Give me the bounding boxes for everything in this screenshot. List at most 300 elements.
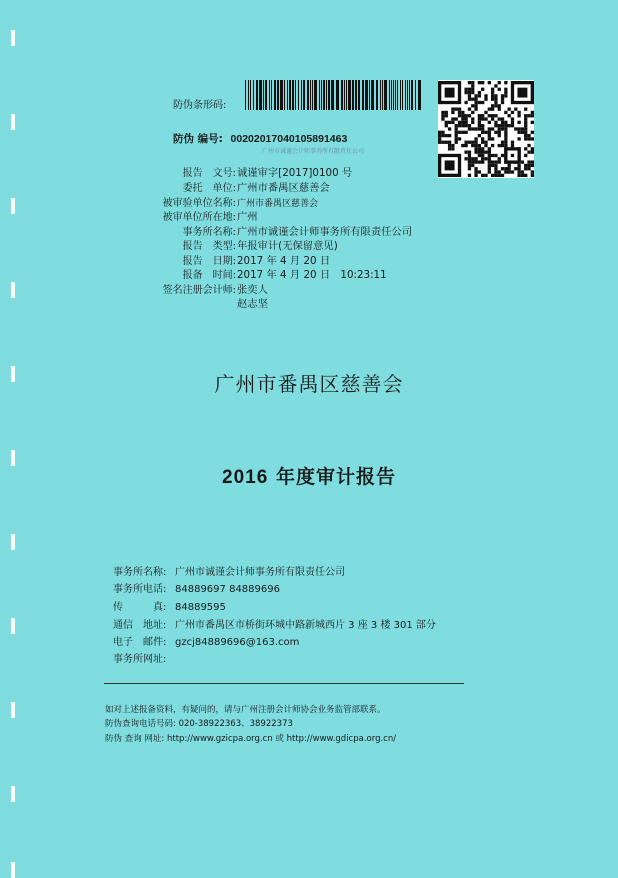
qr-module	[484, 98, 487, 101]
qr-module	[488, 160, 491, 163]
qr-module	[445, 121, 448, 124]
qr-module	[445, 141, 448, 144]
qr-module	[464, 117, 467, 120]
qr-module	[481, 160, 484, 163]
qr-module	[448, 134, 451, 137]
qr-module	[455, 131, 458, 134]
qr-module	[488, 121, 491, 124]
qr-module	[441, 141, 444, 144]
qr-module	[517, 131, 520, 134]
qr-module	[474, 160, 477, 163]
barcode-bar	[253, 80, 254, 110]
qr-module	[481, 114, 484, 117]
qr-module	[491, 104, 494, 107]
qr-module	[468, 88, 471, 91]
qr-module	[524, 164, 527, 167]
anti-fake-label: 防伪 编号:	[173, 133, 223, 145]
qr-module	[494, 104, 497, 107]
qr-module	[481, 147, 484, 150]
qr-module	[494, 164, 497, 167]
report-info-row	[140, 252, 330, 267]
qr-module	[501, 174, 504, 177]
qr-module	[498, 81, 501, 84]
qr-module	[481, 124, 484, 127]
qr-module	[494, 98, 497, 101]
report-info-value: 年报审计(无保留意见)	[237, 240, 338, 252]
qr-module	[441, 117, 444, 120]
qr-module	[501, 101, 504, 104]
divider-line	[104, 683, 464, 684]
qr-module	[438, 141, 441, 144]
qr-module	[531, 170, 534, 173]
barcode-bar	[411, 80, 413, 110]
report-info-key: 被审单位所在地:	[162, 212, 236, 223]
qr-module	[471, 127, 474, 130]
qr-module	[488, 164, 491, 167]
qr-module	[511, 117, 514, 120]
firm-info-key: 电子 邮件:	[113, 637, 167, 648]
report-info-value: 2017 年 4 月 20 日 10:23:11	[237, 269, 387, 281]
qr-module	[501, 94, 504, 97]
qr-module	[531, 151, 534, 154]
qr-module	[501, 141, 504, 144]
qr-module	[504, 127, 507, 130]
report-info-row	[140, 179, 330, 194]
document-subtitle	[0, 462, 618, 489]
barcode-bar	[376, 80, 378, 110]
qr-module	[448, 121, 451, 124]
anti-fake-number-row	[173, 131, 347, 146]
footer-phone: 防伪查询电话号码: 020-38922363、38922373	[105, 719, 293, 729]
firm-info-key: 通信 地址:	[113, 620, 167, 631]
qr-module	[491, 114, 494, 117]
qr-module	[504, 144, 507, 147]
qr-module	[464, 91, 467, 94]
qr-module	[461, 117, 464, 120]
report-info-row	[140, 237, 338, 252]
qr-module	[484, 151, 487, 154]
qr-module	[471, 157, 474, 160]
qr-module	[498, 160, 501, 163]
qr-module	[464, 124, 467, 127]
qr-module	[445, 114, 448, 117]
qr-module	[494, 114, 497, 117]
qr-module	[474, 127, 477, 130]
qr-module	[517, 121, 520, 124]
qr-module	[527, 160, 530, 163]
binder-mark	[11, 198, 15, 214]
barcode-bar	[301, 80, 302, 110]
qr-module	[501, 121, 504, 124]
qr-module	[441, 134, 444, 137]
report-info-key: 报告 日期:	[182, 256, 236, 267]
barcode-bar	[277, 80, 279, 110]
qr-module	[471, 104, 474, 107]
subtitle-year: 2016	[222, 467, 269, 488]
qr-module	[527, 134, 530, 137]
qr-module	[481, 141, 484, 144]
qr-module	[481, 117, 484, 120]
qr-module	[527, 114, 530, 117]
barcode-bar	[303, 80, 305, 110]
seal-stamp-text: 广州市诚谨会计师事务所有限责任公司	[262, 148, 365, 155]
qr-module	[481, 127, 484, 130]
footer-url: 防伪 查询 网址: http://www.gzicpa.org.cn 或 http://www.gdicpa.org.cn/	[105, 734, 397, 744]
qr-module	[481, 81, 484, 84]
qr-module	[494, 154, 497, 157]
qr-module	[498, 107, 501, 110]
qr-module	[527, 164, 530, 167]
qr-module	[498, 131, 501, 134]
qr-module	[471, 144, 474, 147]
barcode-bar	[298, 80, 299, 110]
qr-module	[517, 167, 520, 170]
qr-module	[471, 81, 474, 84]
qr-module	[504, 111, 507, 114]
qr-module	[514, 127, 517, 130]
qr-module	[488, 157, 491, 160]
qr-module	[478, 101, 481, 104]
qr-module	[441, 131, 444, 134]
qr-module	[517, 111, 520, 114]
qr-module	[491, 144, 494, 147]
qr-module	[461, 114, 464, 117]
qr-module	[471, 91, 474, 94]
barcode-bar	[397, 80, 398, 110]
barcode-bar	[319, 80, 320, 110]
qr-module	[494, 124, 497, 127]
firm-info-value: 84889697 84889696	[175, 584, 280, 595]
qr-module	[468, 107, 471, 110]
qr-module	[498, 134, 501, 137]
qr-module	[501, 154, 504, 157]
qr-module	[524, 147, 527, 150]
qr-module	[531, 164, 534, 167]
barcode-bar	[248, 80, 249, 110]
qr-module	[458, 124, 461, 127]
binder-mark	[11, 618, 15, 634]
qr-module	[504, 131, 507, 134]
qr-module	[478, 170, 481, 173]
qr-module	[455, 134, 458, 137]
report-info-value: 赵志坚	[237, 298, 268, 310]
qr-module	[478, 94, 481, 97]
qr-module	[461, 144, 464, 147]
qr-module	[445, 88, 455, 98]
qr-module	[531, 131, 534, 134]
qr-module	[511, 170, 514, 173]
qr-module	[474, 137, 477, 140]
qr-module	[451, 107, 454, 110]
qr-module	[491, 88, 494, 91]
qr-module	[481, 151, 484, 154]
barcode-bar	[365, 80, 368, 110]
qr-module	[468, 164, 471, 167]
qr-module	[481, 174, 484, 177]
qr-module	[455, 124, 458, 127]
qr-module	[531, 174, 534, 177]
qr-module	[501, 98, 504, 101]
report-info-key: 报告 文号:	[182, 168, 236, 179]
qr-module	[464, 114, 467, 117]
barcode-bar	[400, 80, 401, 110]
qr-module	[474, 170, 477, 173]
qr-module	[508, 170, 511, 173]
qr-module	[451, 147, 454, 150]
qr-module	[445, 160, 455, 170]
qr-module	[478, 147, 481, 150]
barcode-bar	[355, 80, 357, 110]
qr-module	[484, 141, 487, 144]
qr-module	[524, 134, 527, 137]
qr-module	[531, 147, 534, 150]
barcode-bar	[331, 80, 334, 110]
report-info-key: 报备 时间:	[182, 270, 236, 281]
qr-module	[464, 144, 467, 147]
barcode-bar	[328, 80, 330, 110]
qr-module	[488, 170, 491, 173]
subtitle-text: 年度审计报告	[275, 466, 396, 488]
qr-module	[498, 170, 501, 173]
report-info-row	[140, 194, 318, 209]
qr-module	[464, 141, 467, 144]
report-info-value: 广州市番禺区慈善会	[237, 199, 319, 209]
qr-module	[468, 94, 471, 97]
qr-module	[494, 121, 497, 124]
qr-module	[461, 121, 464, 124]
qr-module	[488, 127, 491, 130]
qr-module	[494, 160, 497, 163]
qr-module	[488, 107, 491, 110]
barcode-bar	[274, 80, 276, 110]
report-info-value: 广州	[237, 211, 258, 223]
qr-module	[478, 134, 481, 137]
qr-module	[521, 131, 524, 134]
qr-module	[494, 84, 497, 87]
footer-note: 如对上述报备资料，有疑问的，请与广州注册会计师协会业务监管部联系。	[105, 705, 386, 715]
qr-module	[498, 174, 501, 177]
report-info-row	[140, 295, 268, 310]
barcode-bar	[269, 80, 270, 110]
qr-module	[461, 111, 464, 114]
qr-module	[471, 164, 474, 167]
qr-module	[514, 167, 517, 170]
barcode-bar	[321, 80, 322, 110]
qr-module	[527, 151, 530, 154]
qr-module	[517, 164, 520, 167]
qr-module	[481, 101, 484, 104]
qr-module	[458, 137, 461, 140]
qr-module	[488, 137, 491, 140]
qr-module	[524, 127, 527, 130]
qr-code-image	[438, 80, 534, 178]
qr-module	[455, 107, 458, 110]
qr-module	[491, 137, 494, 140]
qr-module	[471, 98, 474, 101]
qr-module	[524, 124, 527, 127]
binder-mark	[11, 534, 15, 550]
qr-module	[468, 154, 471, 157]
qr-module	[441, 111, 444, 114]
qr-module	[451, 111, 454, 114]
qr-module	[488, 114, 491, 117]
report-info-row	[140, 223, 412, 238]
qr-module	[484, 94, 487, 97]
barcode-bar	[346, 80, 347, 110]
barcode-bar	[307, 80, 309, 110]
qr-module	[501, 167, 504, 170]
qr-module	[511, 121, 514, 124]
barcode-bar	[314, 80, 317, 110]
qr-module	[491, 127, 494, 130]
firm-info-row	[113, 650, 175, 665]
barcode-bar	[395, 80, 396, 110]
qr-module	[501, 117, 504, 120]
qr-module	[531, 137, 534, 140]
qr-module	[458, 114, 461, 117]
barcode-bar	[415, 80, 416, 110]
qr-module	[494, 174, 497, 177]
qr-module	[498, 127, 501, 130]
qr-module	[471, 121, 474, 124]
qr-module	[438, 134, 441, 137]
qr-module	[517, 88, 527, 98]
qr-module	[531, 121, 534, 124]
qr-module	[501, 124, 504, 127]
barcode-bar	[280, 80, 283, 110]
qr-module	[481, 157, 484, 160]
barcode-bar	[407, 80, 408, 110]
barcode-bar	[371, 80, 374, 110]
qr-module	[511, 111, 514, 114]
barcode-bar	[391, 80, 392, 110]
qr-module	[488, 147, 491, 150]
qr-module	[474, 144, 477, 147]
qr-module	[524, 137, 527, 140]
qr-module	[491, 160, 494, 163]
firm-info-row	[113, 580, 280, 595]
qr-module	[478, 81, 481, 84]
binder-mark	[11, 114, 15, 130]
qr-module	[458, 121, 461, 124]
barcode-bar	[380, 80, 381, 110]
qr-module	[521, 170, 524, 173]
qr-module	[524, 117, 527, 120]
qr-module	[474, 141, 477, 144]
report-info-key: 被审验单位名称:	[162, 198, 236, 209]
report-info-value: 诚谨审字[2017]0100 号	[237, 167, 353, 179]
qr-module	[471, 160, 474, 163]
report-info-value: 张奕人	[237, 284, 268, 296]
qr-module	[478, 127, 481, 130]
barcode-bar	[292, 80, 294, 110]
qr-module	[448, 147, 451, 150]
qr-module	[501, 144, 504, 147]
barcode-bar	[362, 80, 364, 110]
qr-module	[458, 131, 461, 134]
barcode-bar	[393, 80, 394, 110]
qr-module	[504, 91, 507, 94]
qr-module	[508, 124, 511, 127]
qr-module	[517, 174, 520, 177]
qr-module	[488, 134, 491, 137]
qr-module	[494, 94, 497, 97]
qr-module	[438, 137, 441, 140]
barcode-bar	[384, 80, 387, 110]
barcode-bar	[265, 80, 267, 110]
qr-module	[494, 131, 497, 134]
qr-module	[494, 167, 497, 170]
qr-module	[517, 137, 520, 140]
qr-module	[524, 167, 527, 170]
qr-module	[521, 174, 524, 177]
qr-module	[514, 107, 517, 110]
qr-module	[504, 88, 507, 91]
qr-module	[478, 114, 481, 117]
qr-module	[524, 121, 527, 124]
qr-module	[468, 174, 471, 177]
barcode-bar	[256, 80, 258, 110]
qr-module	[468, 151, 471, 154]
firm-info-key: 传 真:	[113, 602, 167, 613]
firm-info-value: 84889595	[175, 602, 226, 613]
qr-module	[481, 88, 484, 91]
barcode-bar	[369, 80, 370, 110]
qr-module	[504, 170, 507, 173]
qr-module	[445, 134, 448, 137]
qr-module	[517, 170, 520, 173]
qr-module	[511, 144, 514, 147]
firm-info-value: 广州市诚谨会计师事务所有限责任公司	[175, 567, 345, 578]
qr-module	[478, 124, 481, 127]
qr-module	[464, 88, 467, 91]
qr-module	[498, 117, 501, 120]
qr-module	[461, 124, 464, 127]
qr-module	[491, 174, 494, 177]
qr-module	[524, 114, 527, 117]
qr-module	[451, 121, 454, 124]
qr-module	[458, 111, 461, 114]
qr-module	[527, 137, 530, 140]
firm-info-row	[113, 598, 226, 613]
qr-module	[531, 160, 534, 163]
qr-module	[491, 164, 494, 167]
qr-module	[484, 111, 487, 114]
qr-module	[517, 127, 520, 130]
barcode-bar	[250, 80, 251, 110]
qr-module	[484, 144, 487, 147]
qr-module	[478, 160, 481, 163]
qr-module	[464, 121, 467, 124]
qr-module	[455, 117, 458, 120]
qr-module	[521, 127, 524, 130]
qr-module	[504, 94, 507, 97]
qr-module	[458, 107, 461, 110]
qr-module	[468, 91, 471, 94]
qr-module	[498, 157, 501, 160]
barcode-bar	[323, 80, 325, 110]
qr-module	[474, 107, 477, 110]
qr-module	[498, 144, 501, 147]
qr-module	[484, 157, 487, 160]
qr-module	[504, 134, 507, 137]
qr-module	[448, 127, 451, 130]
qr-module	[498, 124, 501, 127]
qr-module	[455, 137, 458, 140]
qr-module	[508, 107, 511, 110]
qr-module	[468, 98, 471, 101]
qr-module	[471, 88, 474, 91]
